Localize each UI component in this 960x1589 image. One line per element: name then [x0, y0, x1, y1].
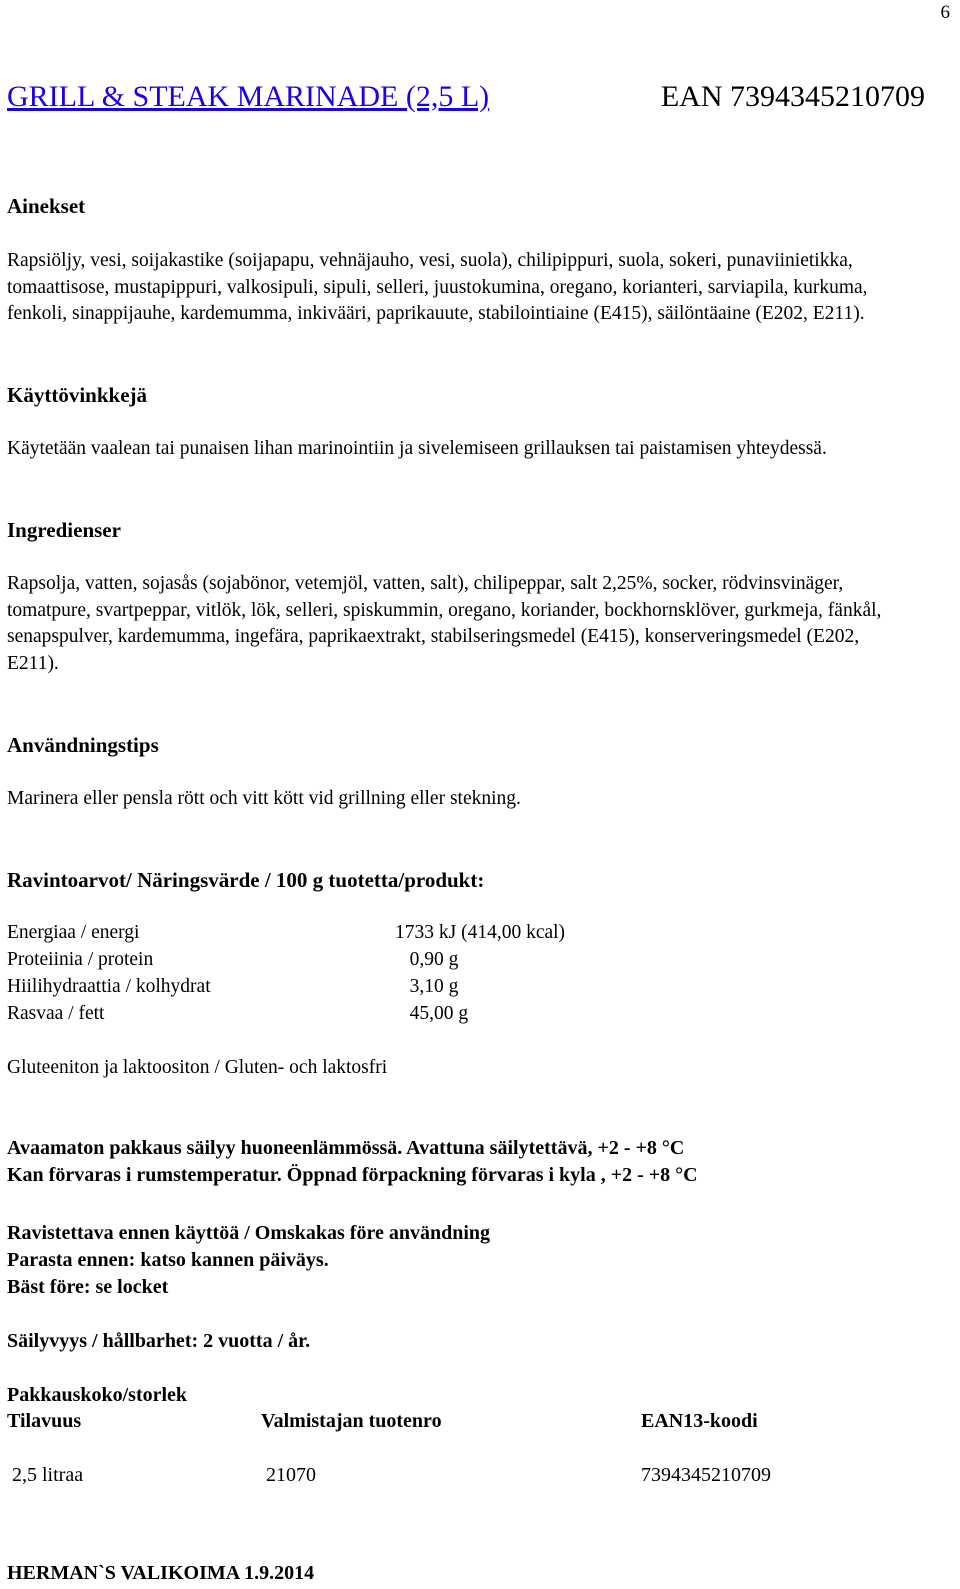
page-number: 6	[940, 2, 950, 23]
ingredienser-text: Rapsolja, vatten, sojasås (sojabönor, vetemjöl, vatten, salt), chilipeppar, salt 2,25%, socker, rödvinsvinäger, tomatpure, svartpeppar, vitlök, lök, selleri, spiskummin, oregano, koriander, bockhornsklöver, gurkmeja, fänkål, senapspulver, kardemumma, ingefära, paprikaextrakt, stabilseringsmedel (E415), konserveringsmedel (E202, E211).	[7, 573, 882, 674]
nutrition-label: Energiaa / energi	[7, 922, 140, 943]
ean-title: EAN 7394345210709	[660, 80, 925, 113]
nutrition-row-fat	[7, 1001, 707, 1028]
packaging-value-row	[0, 1462, 960, 1490]
nutrition-value: 1733 kJ (414,00 kcal)	[395, 922, 566, 943]
storage-line-sv: Kan förvaras i rumstemperatur. Öppnad förpackning förvaras i kyla , +2 - +8 °C	[7, 1164, 698, 1186]
nutrition-row-energy	[7, 920, 707, 947]
nutrition-label: Hiilihydraattia / kolhydrat	[7, 976, 211, 997]
gluten-lactose-note: Gluteeniton ja laktoositon / Gluten- och laktosfri	[7, 1057, 388, 1078]
packaging-heading: Pakkauskoko/storlek	[7, 1384, 188, 1406]
nutrition-value: 3,10 g	[395, 976, 459, 997]
nutrition-row-carbohydrate	[7, 974, 707, 1001]
packaging-col-volume-header: Tilavuus	[7, 1410, 82, 1432]
packaging-product-number-value: 21070	[266, 1464, 316, 1486]
storage-line-fi: Avaamaton pakkaus säilyy huoneenlämmössä. Avattuna säilytettävä, +2 - +8 °C	[7, 1137, 685, 1159]
anvandningstips-heading: Användningstips	[7, 733, 159, 757]
ingredienser-heading: Ingredienser	[7, 518, 121, 542]
packaging-header-row	[0, 1408, 960, 1436]
nutrition-value: 0,90 g	[395, 949, 459, 970]
ainekset-heading: Ainekset	[7, 194, 86, 218]
packaging-col-ean-header: EAN13-koodi	[641, 1410, 758, 1432]
nutrition-row-protein	[7, 947, 707, 974]
nutrition-label: Proteiinia / protein	[7, 949, 154, 970]
best-before-sv: Bäst före: se locket	[7, 1276, 169, 1298]
kayttovinkkeja-text: Käytetään vaalean tai punaisen lihan marinointiin ja sivelemiseen grillauksen tai paistamisen yhteydessä.	[7, 438, 827, 459]
ainekset-text: Rapsiöljy, vesi, soijakastike (soijapapu, vehnäjauho, vesi, suola), chilipippuri, suola, sokeri, punaviinietikka, tomaattisose, mustapippuri, valkosipuli, sipuli, selleri, juustokumina, oregano, korianteri, sarviapila, kurkuma, fenkoli, sinappijauhe, kardemumma, inkivääri, paprikauute, stabilointiaine (E415), säilöntäaine (E202, E211).	[7, 250, 868, 324]
packaging-col-product-number-header: Valmistajan tuotenro	[261, 1410, 442, 1432]
product-title-link[interactable]: GRILL & STEAK MARINADE (2,5 L)	[7, 80, 490, 113]
packaging-ean-value: 7394345210709	[641, 1464, 771, 1486]
shelf-life: Säilyvyys / hållbarhet: 2 vuotta / år.	[7, 1330, 311, 1352]
best-before-fi: Parasta ennen: katso kannen päiväys.	[7, 1249, 329, 1271]
kayttovinkkeja-heading: Käyttövinkkejä	[7, 383, 148, 407]
packaging-volume-value: 2,5 litraa	[12, 1464, 84, 1486]
anvandningstips-text: Marinera eller pensla rött och vitt kött vid grillning eller stekning.	[7, 788, 521, 809]
nutrition-heading: Ravintoarvot/ Näringsvärde / 100 g tuotetta/produkt:	[7, 868, 485, 892]
nutrition-label: Rasvaa / fett	[7, 1003, 105, 1024]
nutrition-value: 45,00 g	[395, 1003, 469, 1024]
footer-text: HERMAN`S VALIKOIMA 1.9.2014	[7, 1562, 315, 1584]
shake-before-use: Ravistettava ennen käyttöä / Omskakas före användning	[7, 1222, 491, 1244]
